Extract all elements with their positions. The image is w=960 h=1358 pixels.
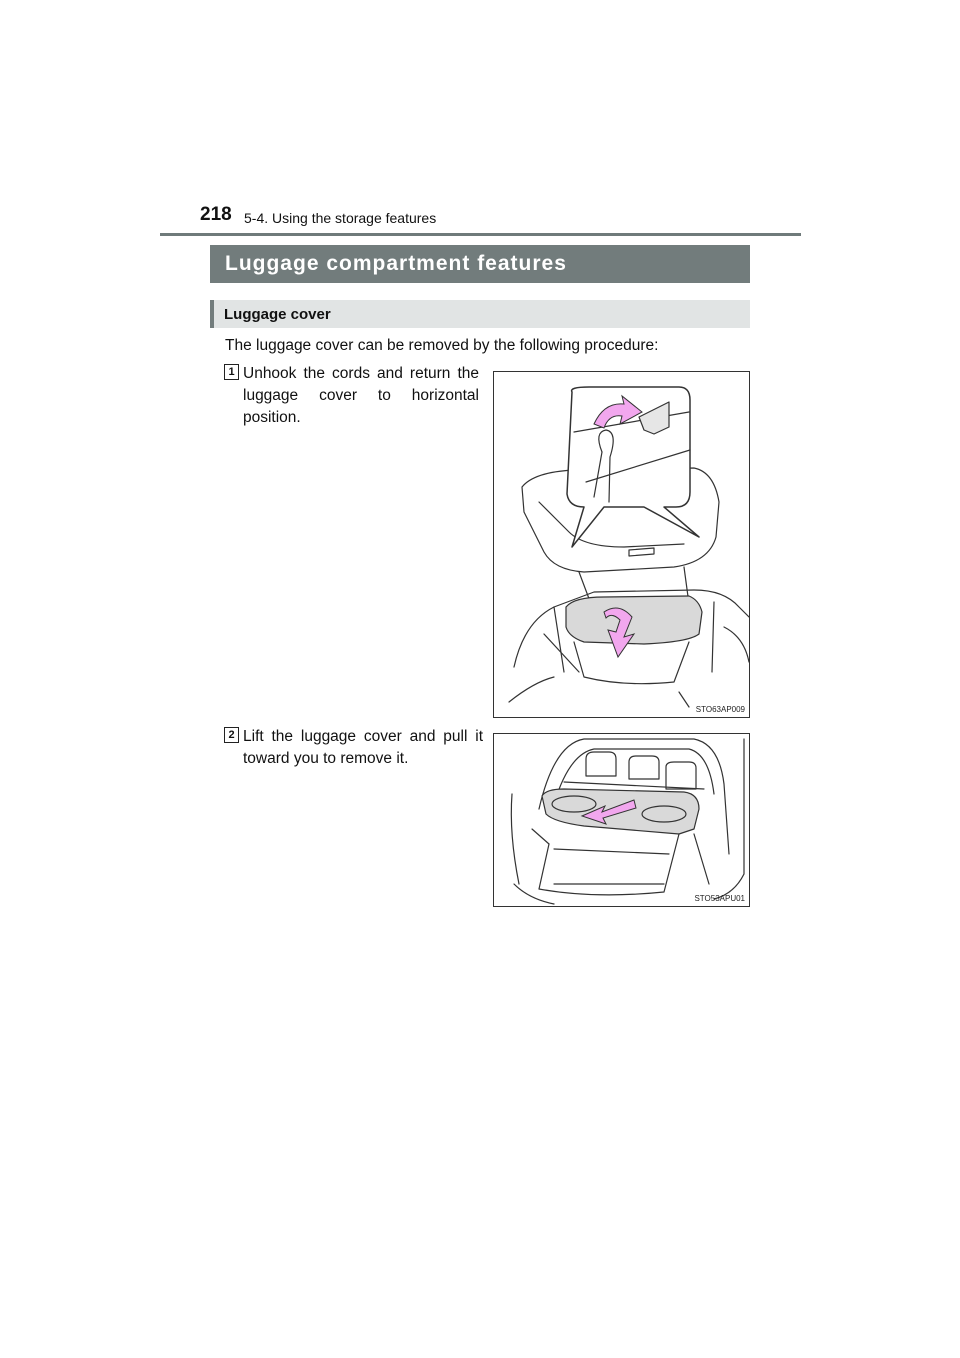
figure-unhook-cords	[493, 371, 750, 718]
figure-2-code: STO53APU01	[694, 894, 745, 903]
figure-1-code: STO63AP009	[695, 705, 745, 714]
subsection-title: Luggage cover	[224, 305, 331, 323]
figure-remove-cover	[493, 733, 750, 907]
section-title-bar	[210, 245, 750, 283]
intro-text: The luggage cover can be removed by the following procedure:	[225, 337, 659, 354]
chapter-title: 5-4. Using the storage features	[244, 210, 437, 226]
step-1-text: Unhook the cords and return the luggage cover to horizontal position.	[243, 365, 479, 426]
step-1-badge: 1	[224, 364, 239, 380]
subsection-title-bar	[210, 300, 750, 328]
luggage-cover-removal-illustration	[494, 734, 749, 906]
header-rule	[160, 233, 801, 236]
step-2-badge: 2	[224, 727, 239, 743]
step-2-text: Lift the luggage cover and pull it toward you to remove it.	[243, 728, 483, 767]
hatchback-open-illustration	[494, 372, 749, 717]
section-title: Luggage compartment features	[225, 252, 567, 275]
page-number: 218	[200, 204, 232, 225]
